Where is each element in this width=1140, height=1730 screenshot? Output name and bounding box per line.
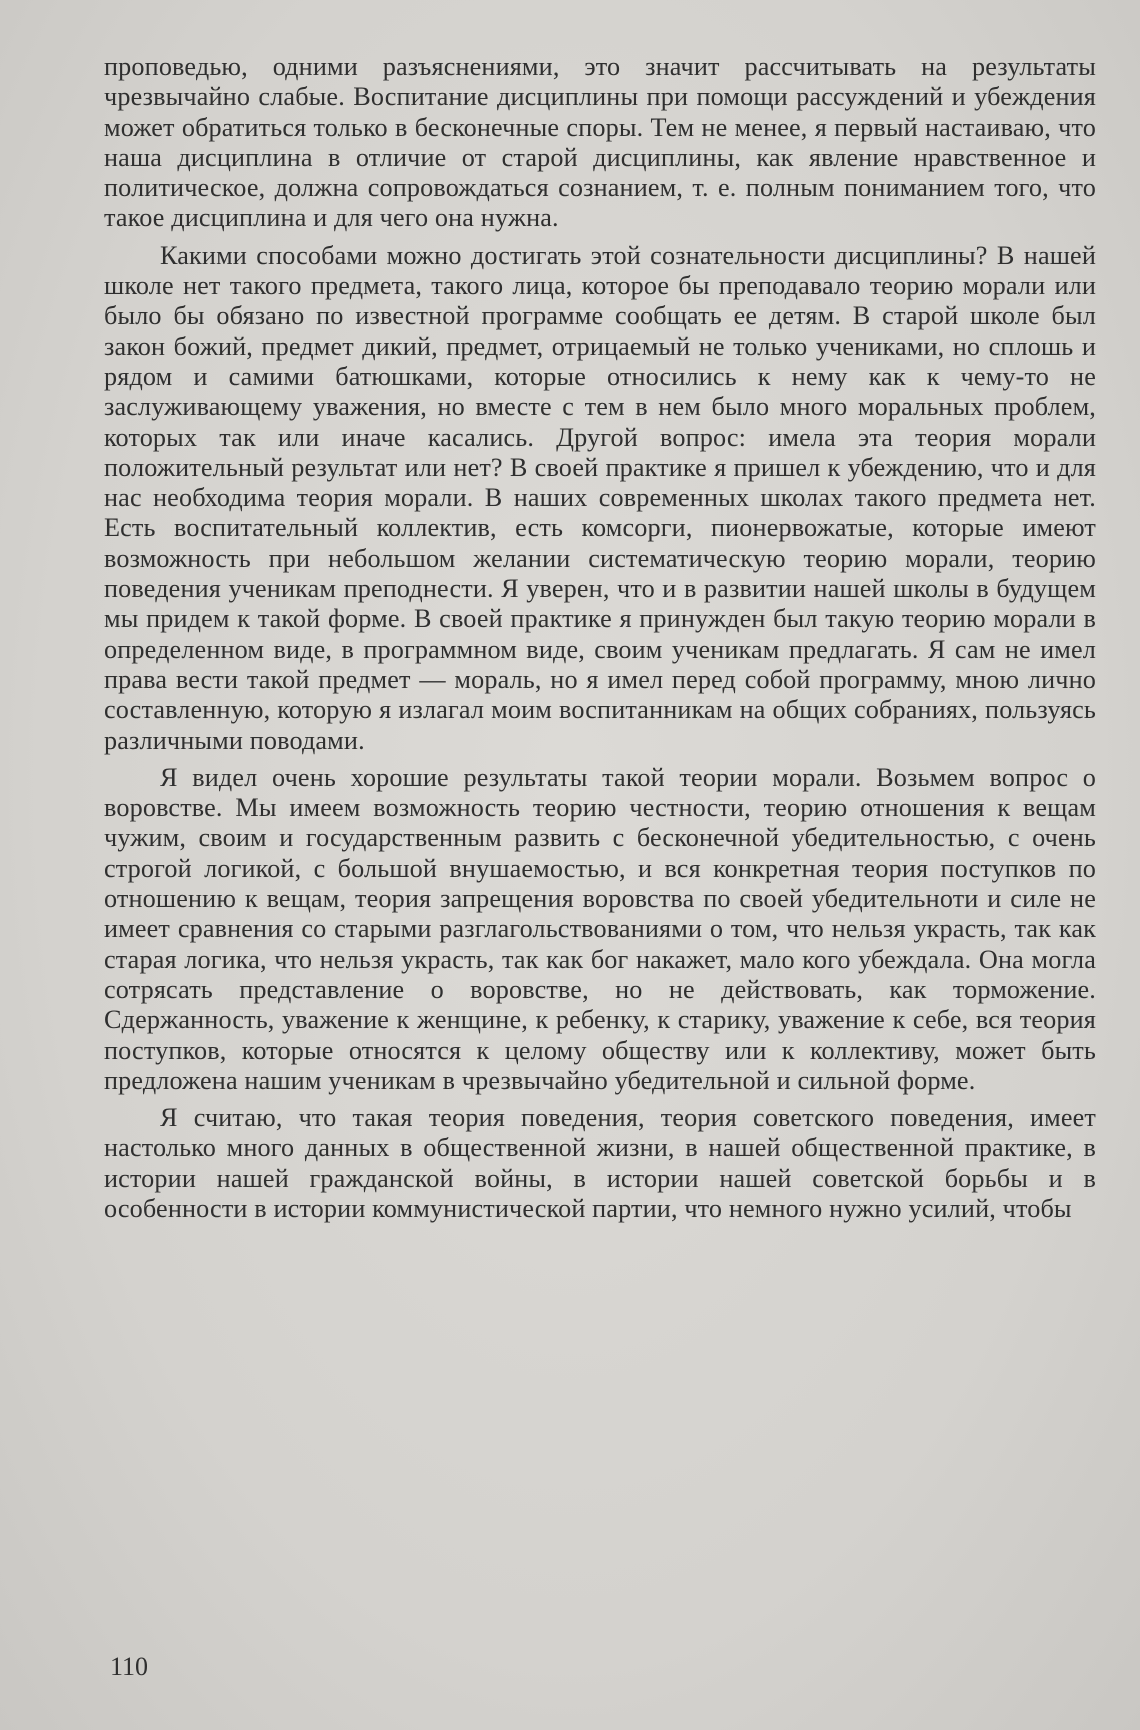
page-number: 110 [110, 1652, 149, 1681]
paragraph-discipline-methods: Какими способами можно достигать этой сознательности дисциплины? В нашей школе нет такого предмета, такого лица, которое бы преподавало теорию морали или было бы обязано по известной программе сообщать ее детям. В старой школе был закон божий, предмет дикий, предмет, отрицаемый не только учениками, но сплошь и рядом и самими батюшками, которые относились к нему как к чему-то не заслуживающему уважения, но вместе с тем в нем было много моральных проблем, которых так или иначе касались. Другой вопрос: имела эта теория морали положительный результат или нет? В своей практике я пришел к убеждению, что и для нас необходима теория морали. В наших современных школах такого предмета нет. Есть воспитательный коллектив, есть комсорги, пионервожатые, которые имеют возможность при небольшом желании систематическую теорию морали, теорию поведения ученикам преподнести. Я уверен, что и в развитии нашей школы в будущем мы придем к такой форме. В своей практике я принужден был такую теорию морали в определенном виде, в программном виде, своим ученикам предлагать. Я сам не имел права вести такой предмет — мораль, но я имел перед собой программу, мною лично составленную, которую я излагал моим воспитанникам на общих собраниях, пользуясь различными поводами. [104, 240, 1096, 755]
body-text [104, 52, 1096, 1224]
paragraph-continuation: проповедью, одними разъяснениями, это значит рассчитывать на результаты чрезвычайно слабые. Воспитание дисциплины при помощи рассуждений и убеждения может обратиться только в бесконечные споры. Тем не менее, я первый настаиваю, что наша дисциплина в отличие от старой дисциплины, как явление нравственное и политическое, должна сопровождаться сознанием, т. е. полным пониманием того, что такое дисциплина и для чего она нужна. [104, 52, 1096, 233]
paragraph-soviet-behavior: Я считаю, что такая теория поведения, теория советского поведения, имеет настолько много данных в общественной жизни, в нашей общественной практике, в истории нашей гражданской войны, в истории нашей советской борьбы и в особенности в истории коммунистической партии, что немного нужно усилий, чтобы [104, 1103, 1096, 1223]
paragraph-theory-results: Я видел очень хорошие результаты такой теории морали. Возьмем вопрос о воровстве. Мы имеем возможность теорию честности, теорию отношения к вещам чужим, своим и государственным развить с бесконечной убедительностью, с очень строгой логикой, с большой внушаемостью, и вся конкретная теория поступков по отношению к вещам, теория запрещения воровства по своей убедительноти и силе не имеет сравнения со старыми разглагольствованиями о том, что нельзя украсть, так как старая логика, что нельзя украсть, так как бог накажет, мало кого убеждала. Она могла сотрясать представление о воровстве, но не действовать, как торможение. Сдержанность, уважение к женщине, к ребенку, к старику, уважение к себе, вся теория поступков, которые относятся к целому обществу или к коллективу, может быть предложена нашим ученикам в чрезвычайно убедительной и сильной форме. [104, 762, 1096, 1095]
